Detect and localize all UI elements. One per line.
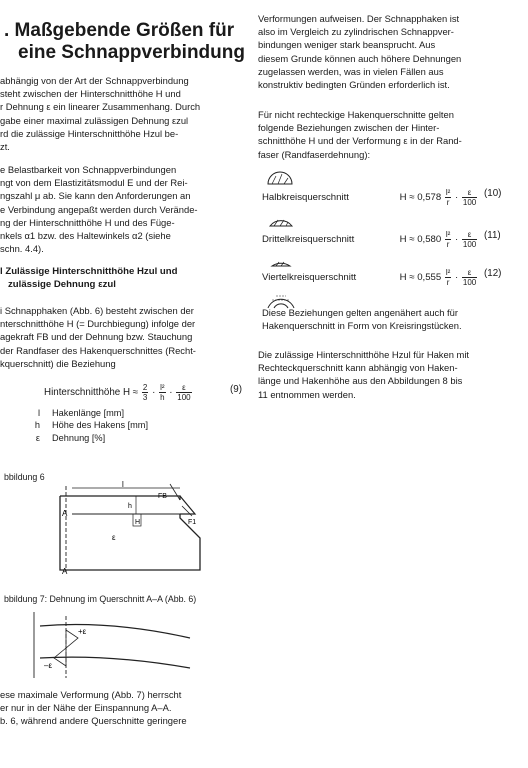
formula-9: Hinterschnitthöhe H ≈ $\frac{2}{3}$ · $\frac{\text{l²}}{h}$ · $\frac{\varepsilon}{100}$	[44, 383, 191, 402]
figure-7-caption: bbildung 7: Dehnung im Querschnitt A–A (Abb. 6)	[4, 594, 197, 604]
fraction-denominator: h	[160, 393, 165, 402]
equation-number-12: (12)	[484, 268, 502, 279]
text-line: Hakenquerschnitt in Form von Kreisringstücken.	[262, 320, 462, 332]
label-H: H	[135, 519, 141, 526]
text-line: faser (Randfaserdehnung):	[258, 148, 371, 160]
fraction-eps-100	[176, 383, 191, 402]
text-line: länge und Hakenhöhe aus den Abbildungen 8 bis	[258, 375, 463, 387]
figure-6-snap-hook-diagram	[30, 478, 230, 574]
text-line: der Randfaser des Hakenquerschnittes (Recht-	[0, 344, 196, 356]
text-line: schn. 4.4).	[0, 243, 44, 255]
title-line-2: eine Schnappverbindung	[18, 42, 245, 63]
label-epsilon: ε	[112, 533, 116, 542]
section-label: Viertelkreisquerschnitt	[262, 272, 357, 284]
text-line: schnitthöhe H und der Verformung ε in der Rand-	[258, 135, 462, 147]
quarter-circle-section-icon	[262, 250, 302, 270]
fraction-numerator: l²	[160, 383, 165, 392]
text-line: Verformungen aufweisen. Der Schnapphaken ist	[258, 13, 460, 24]
text-line: gabe einer maximal zulässigen Dehnung εzul	[0, 114, 189, 126]
subhead-line-2: zulässige Dehnung εzul	[0, 279, 116, 290]
text-line: Für nicht rechteckige Hakenquerschnitte gelten	[258, 109, 454, 120]
text-line: kquerschnitt) die Beziehung	[0, 357, 116, 369]
equation-number-10: (10)	[484, 188, 502, 199]
fraction-numerator: ε	[462, 188, 477, 198]
text-line: konstruktiv bedingten Gründen erforderlich ist.	[258, 79, 450, 91]
figure-7-strain-diagram	[30, 608, 230, 680]
label-a-bottom: A	[62, 567, 68, 574]
text-line: r Dehnung ε ein linearer Zusammenhang. Durch	[0, 101, 201, 113]
fraction-numerator: ε	[176, 383, 191, 393]
subsection-heading	[0, 265, 178, 291]
text-line: er nur in der Nähe der Einspannung A–A.	[0, 702, 172, 714]
variable-description: Höhe des Hakens [mm]	[52, 420, 148, 431]
fraction-2-3	[142, 383, 148, 402]
right-paragraph-1	[258, 12, 461, 91]
text-line: agekraft FB und der Dehnung bzw. Stauchung	[0, 331, 193, 343]
variable-description: Hakenlänge [mm]	[52, 408, 125, 418]
variable-symbol: h	[34, 420, 40, 431]
fraction-denominator: 100	[462, 278, 477, 287]
right-paragraph-3	[262, 306, 462, 332]
coefficient: H ≈ 0,580	[399, 234, 442, 246]
label-h: h	[128, 503, 132, 510]
fraction-denominator: 100	[462, 198, 477, 207]
coefficient: H ≈ 0,578	[399, 192, 442, 204]
text-line: 11 entnommen werden.	[258, 388, 356, 400]
text-line: e Verbindung angepaßt werden durch Verände-	[0, 203, 198, 215]
fraction-denominator: 3	[142, 393, 148, 402]
text-line: Die zulässige Hinterschnitthöhe Hzul für Haken mit	[258, 349, 470, 360]
text-line: ng der Hinterschnitthöhe H und des Füge-	[0, 216, 175, 228]
third-circle-section-icon	[262, 210, 302, 230]
left-paragraph-1	[0, 74, 200, 153]
equation-number-9: (9)	[230, 384, 242, 395]
left-paragraph-3	[0, 304, 196, 370]
text-line: ese maximale Verformung (Abb. 7) herrscht	[0, 689, 182, 700]
variable-row	[0, 432, 148, 444]
text-line: ngszahl μ ab. Sie kann den Anforderungen an	[0, 190, 191, 202]
text-line: zt.	[0, 141, 10, 153]
formula-row-11: Drittelkreisquerschnitt H ≈ 0,580 $\frac{\text{l²}}{r}$ · $\frac{\varepsilon}{100}$	[258, 230, 478, 249]
text-line: rd die zulässige Hinterschnitthöhe Hzul be-	[0, 127, 179, 139]
label-f1: F1	[188, 519, 197, 526]
text-line: abhängig von der Art der Schnappverbindung	[0, 75, 189, 86]
variable-description: Dehnung [%]	[52, 432, 106, 443]
text-line: e Belastbarkeit von Schnappverbindungen	[0, 164, 177, 175]
coefficient: H ≈ 0,555	[399, 272, 442, 284]
text-line: i Schnapphaken (Abb. 6) besteht zwischen der	[0, 305, 194, 316]
label-plus-eps: +ε	[78, 627, 87, 636]
subhead-line-1: l Zulässige Hinterschnitthöhe Hzul und	[0, 266, 178, 277]
text-line: folgende Beziehungen zwischen der Hinter-	[258, 122, 440, 134]
text-line: b. 6, während andere Querschnitte geringere	[0, 715, 187, 727]
label-minus-eps: –ε	[44, 661, 53, 670]
equation-number-11: (11)	[484, 230, 501, 241]
right-paragraph-2	[258, 108, 462, 161]
label-l: l	[122, 480, 124, 489]
text-line: diesem Grunde können auch höhere Dehnungen	[258, 52, 462, 64]
text-line: Rechteckquerschnitt kann abhängig von Haken-	[258, 362, 458, 374]
formula-row-10: Halbkreisquerschnitt H ≈ 0,578 $\frac{\text{l²}}{r}$ · $\frac{\varepsilon}{100}$	[258, 188, 478, 207]
text-line: bindungen weniger stark beansprucht. Aus	[258, 39, 436, 51]
section-label: Drittelkreisquerschnitt	[262, 234, 355, 246]
text-line: steht zwischen der Hinterschnitthöhe H und	[0, 88, 181, 100]
fraction-denominator: 100	[462, 240, 477, 249]
fraction-denominator: r	[446, 278, 450, 287]
formula-label: Hinterschnitthöhe H ≈	[44, 387, 139, 399]
fraction-numerator: 2	[142, 383, 148, 392]
text-line: nkels α1 bzw. des Haltewinkels α2 (siehe	[0, 230, 171, 242]
text-line: nterschnitthöhe H (= Durchbiegung) infolge der	[0, 318, 196, 330]
fraction-numerator: l²	[445, 268, 451, 277]
variable-row	[0, 419, 148, 431]
section-title	[4, 20, 254, 64]
fraction-denominator: r	[446, 240, 450, 249]
fraction-numerator: ε	[462, 268, 477, 278]
variable-symbol: ε	[35, 432, 40, 443]
figure-6-caption: bbildung 6	[4, 472, 45, 482]
left-paragraph-2	[0, 163, 198, 255]
label-fb: FB	[158, 493, 167, 500]
label-a-top: A	[62, 509, 68, 518]
section-label: Halbkreisquerschnitt	[262, 192, 349, 204]
half-circle-section-icon	[262, 168, 302, 188]
fraction-l2-h	[159, 383, 165, 402]
fraction-denominator: 100	[177, 393, 191, 402]
right-paragraph-4	[258, 348, 469, 401]
text-line: zugelassen werden, was in vielen Fällen aus	[258, 65, 444, 77]
fraction-numerator: l²	[445, 230, 451, 239]
formula-row-12: Viertelkreisquerschnitt H ≈ 0,555 $\frac{\text{l²}}{r}$ · $\frac{\varepsilon}{100}$	[258, 268, 478, 287]
text-line: ngt von dem Elastizitätsmodul E und der Rei-	[0, 177, 188, 189]
title-line-1: . Maßgebende Größen für	[4, 20, 235, 41]
fraction-denominator: r	[446, 198, 450, 207]
fraction-numerator: l²	[445, 188, 451, 197]
variable-symbol: l	[37, 408, 40, 418]
fraction-numerator: ε	[462, 230, 477, 240]
text-line: Diese Beziehungen gelten angenähert auch für	[262, 307, 458, 318]
variable-row	[0, 407, 148, 419]
variable-list	[0, 407, 148, 444]
left-paragraph-4	[0, 688, 187, 728]
text-line: also im Vergleich zu zylindrischen Schnappver-	[258, 26, 454, 38]
